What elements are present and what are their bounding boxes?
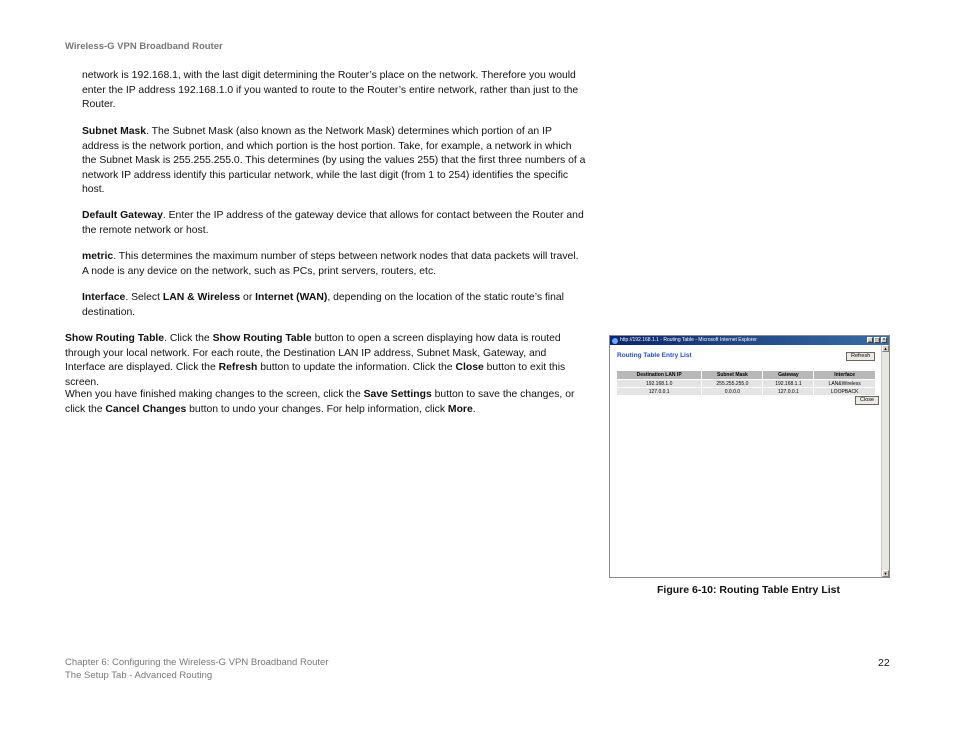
- paragraph-show-routing-table: Show Routing Table. Click the Show Routing Table button to open a screen displaying how data is routed through your local network. For each route, the Destination LAN IP address, Subnet Mask, Gateway, and Interface are displayed. Click the Refresh button to update the information. Click the Close button to exit this screen.: [65, 333, 566, 388]
- page-title: Routing Table Entry List: [617, 352, 692, 359]
- paragraph-network: network is 192.168.1, with the last digit determining the Router’s place on the network. Therefore you would enter the IP address 192.168.1.0 if you wanted to route to the Router’s entire network, rather than just to the Router.: [82, 70, 579, 111]
- table-row: [617, 380, 876, 388]
- table-row: [617, 388, 876, 396]
- paragraph-subnet-mask: Subnet Mask. The Subnet Mask (also known as the Network Mask) determines which portion of an IP address is the network portion, and which portion is the host portion. Take, for example, a network in which the Subnet Mask is 255.255.255.0. This determines (by using the values 255) that the first three numbers of a network IP address identify this particular network, while the last digit (from 1 to 254) identifies the specific host.: [82, 126, 586, 196]
- paragraph-finish: When you have finished making changes to the screen, click the Save Settings button to save the changes, or click the Cancel Changes button to undo your changes. For help information, click More.: [65, 389, 575, 415]
- column-header: Subnet Mask: [702, 371, 763, 380]
- term-default-gateway: Default Gateway: [82, 210, 163, 221]
- cell-interface: LAN&Wireless: [814, 380, 876, 388]
- term-show-routing-table: Show Routing Table: [65, 333, 165, 344]
- window-title: http://192.168.1.1 - Routing Table - Microsoft Internet Explorer: [620, 337, 757, 343]
- term-metric: metric: [82, 251, 114, 262]
- cell-interface: LOOPBACK: [814, 388, 876, 396]
- table-header-row: [617, 371, 876, 380]
- footer-chapter: Chapter 6: Configuring the Wireless-G VPN Broadband Router: [65, 657, 329, 668]
- cell-destination: 192.168.1.0: [617, 380, 702, 388]
- term-interface: Interface: [82, 292, 126, 303]
- paragraph-default-gateway: Default Gateway. Enter the IP address of the gateway device that allows for contact between the Router and the remote network or host.: [82, 210, 584, 236]
- cell-gateway: 127.0.0.1: [763, 388, 814, 396]
- term-subnet-mask: Subnet Mask: [82, 126, 147, 137]
- figure-caption: Figure 6-10: Routing Table Entry List: [657, 584, 840, 596]
- window-controls: [867, 337, 887, 343]
- vertical-scrollbar[interactable]: [881, 345, 889, 577]
- routing-table: [616, 370, 876, 396]
- running-header: Wireless-G VPN Broadband Router: [65, 41, 223, 52]
- cell-destination: 127.0.0.1: [617, 388, 702, 396]
- cell-subnet: 255.255.255.0: [702, 380, 763, 388]
- close-button[interactable]: Close: [855, 396, 879, 405]
- paragraph-metric: metric. This determines the maximum number of steps between network nodes that data packets will travel. A node is any device on the network, such as PCs, print servers, routers, etc.: [82, 251, 579, 277]
- scroll-up-icon[interactable]: ▲: [883, 346, 888, 351]
- footer-section: The Setup Tab - Advanced Routing: [65, 669, 213, 681]
- refresh-button[interactable]: Refresh: [846, 352, 875, 361]
- window-titlebar: [610, 336, 889, 345]
- column-header: Interface: [814, 371, 876, 380]
- maximize-icon[interactable]: □: [875, 337, 879, 343]
- cell-gateway: 192.168.1.1: [763, 380, 814, 388]
- paragraph-interface: Interface. Select LAN & Wireless or Internet (WAN), depending on the location of the static route’s final destination.: [82, 292, 564, 318]
- scroll-down-icon[interactable]: ▼: [883, 571, 888, 576]
- browser-icon: [612, 338, 618, 344]
- minimize-icon[interactable]: _: [868, 337, 872, 343]
- cell-subnet: 0.0.0.0: [702, 388, 763, 396]
- column-header: Gateway: [763, 371, 814, 380]
- routing-table-window: [609, 335, 890, 578]
- page-number: 22: [878, 657, 890, 669]
- column-header: Destination LAN IP: [617, 371, 702, 380]
- close-icon[interactable]: ×: [882, 337, 886, 343]
- footer: [65, 657, 329, 682]
